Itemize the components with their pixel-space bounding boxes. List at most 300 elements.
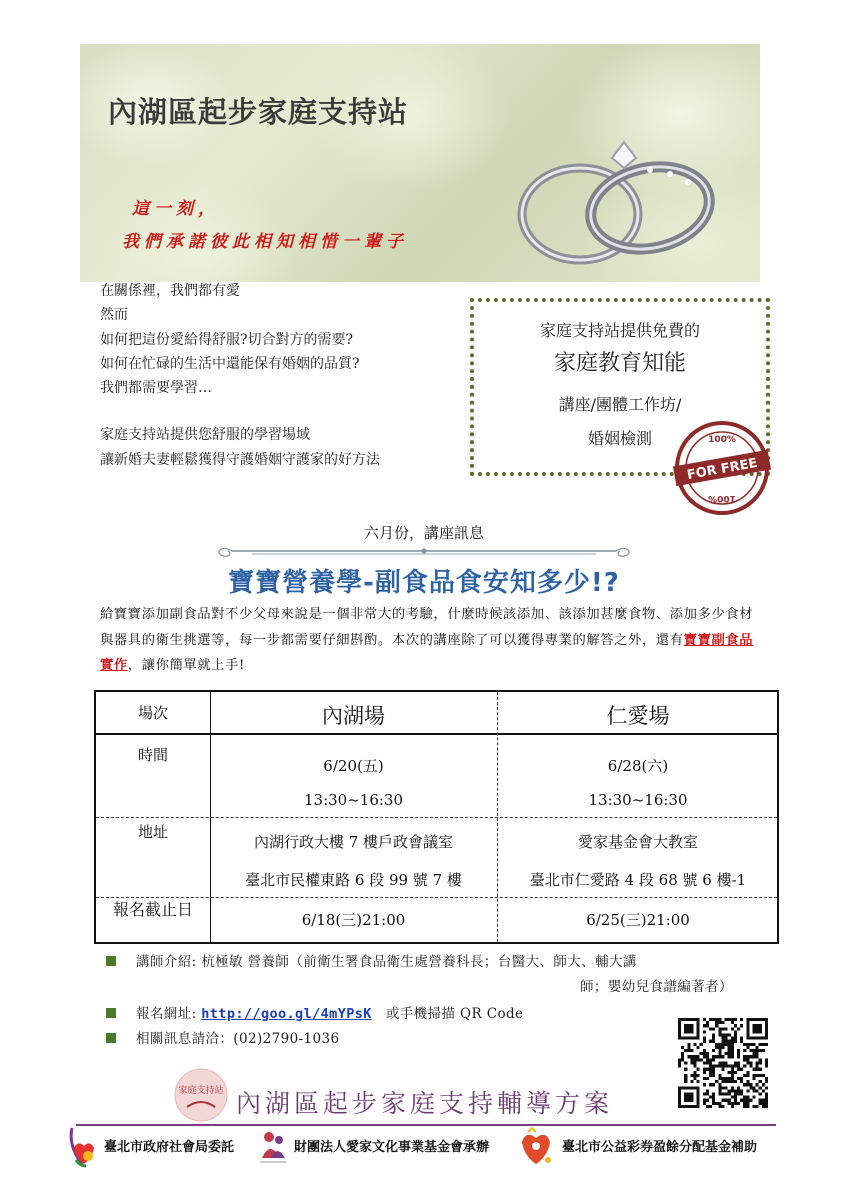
qr-module (731, 1068, 734, 1071)
qr-module (690, 1099, 693, 1102)
schedule-table (94, 690, 779, 944)
qr-module (734, 1065, 737, 1068)
table-row-time-label: 時間 (137, 746, 168, 764)
qr-module (712, 1074, 715, 1077)
qr-module (743, 1058, 746, 1061)
qr-module (678, 1089, 681, 1092)
qr-module (743, 1105, 746, 1108)
qr-module (752, 1068, 755, 1071)
qr-module (731, 1046, 734, 1049)
qr-module (734, 1024, 737, 1027)
qr-module (731, 1049, 734, 1052)
description-text-end: ，讓你簡單就上手! (127, 658, 245, 673)
qr-module (703, 1102, 706, 1105)
qr-module (759, 1049, 762, 1052)
qr-module (725, 1018, 728, 1021)
qr-module (703, 1083, 706, 1086)
qr-module (687, 1024, 690, 1027)
qr-module (731, 1040, 734, 1043)
qr-module (687, 1092, 690, 1095)
qr-module (681, 1037, 684, 1040)
qr-module (697, 1092, 700, 1095)
qr-module (690, 1061, 693, 1064)
qr-module (756, 1105, 759, 1108)
family-foundation-logo-icon (256, 1128, 290, 1166)
qr-module (756, 1083, 759, 1086)
qr-module (697, 1080, 700, 1083)
qr-module (718, 1027, 721, 1030)
qr-module (718, 1074, 721, 1077)
qr-module (737, 1089, 740, 1092)
qr-module (718, 1018, 721, 1021)
qr-module (765, 1102, 768, 1105)
qr-module (740, 1068, 743, 1071)
qr-module (759, 1074, 762, 1077)
qr-module (765, 1099, 768, 1102)
qr-module (721, 1105, 724, 1108)
qr-module (684, 1049, 687, 1052)
qr-module (694, 1037, 697, 1040)
qr-module (706, 1055, 709, 1058)
qr-module (746, 1055, 749, 1058)
qr-module (721, 1027, 724, 1030)
table-header-venue2: 仁愛場 (606, 704, 670, 728)
qr-module (734, 1099, 737, 1102)
qr-module (687, 1027, 690, 1030)
qr-module (718, 1086, 721, 1089)
qr-module (712, 1058, 715, 1061)
qr-module (712, 1037, 715, 1040)
qr-module (718, 1092, 721, 1095)
qr-module (694, 1086, 697, 1089)
qr-module (725, 1043, 728, 1046)
qr-module (728, 1102, 731, 1105)
qr-module (721, 1092, 724, 1095)
qr-module (737, 1068, 740, 1071)
qr-module (725, 1034, 728, 1037)
qr-module (678, 1105, 681, 1108)
qr-module (752, 1086, 755, 1089)
qr-module (697, 1099, 700, 1102)
qr-module (706, 1089, 709, 1092)
qr-module (749, 1065, 752, 1068)
qr-module (743, 1074, 746, 1077)
qr-module (765, 1058, 768, 1061)
qr-module (721, 1061, 724, 1064)
qr-module (734, 1034, 737, 1037)
table-rule (96, 817, 777, 818)
free-box-line3: 講座/團體工作坊/ (558, 395, 682, 414)
table-rule (96, 733, 777, 735)
qr-module (712, 1083, 715, 1086)
qr-module (703, 1049, 706, 1052)
qr-module (703, 1052, 706, 1055)
table-cell-address2: 臺北市仁愛路 4 段 68 號 6 樓-1 (529, 871, 747, 889)
qr-module (721, 1080, 724, 1083)
qr-module (715, 1046, 718, 1049)
qr-module (737, 1049, 740, 1052)
qr-module (746, 1071, 749, 1074)
qr-module (712, 1055, 715, 1058)
qr-module (731, 1074, 734, 1077)
table-row-deadline-label: 報名截止日 (112, 900, 193, 919)
qr-module (752, 1074, 755, 1077)
qr-module (687, 1096, 690, 1099)
qr-module (715, 1065, 718, 1068)
org2-text: 財團法人愛家文化事業基金會承辦 (294, 1140, 490, 1155)
table-row-address-label: 地址 (137, 823, 168, 841)
qr-module (749, 1099, 752, 1102)
qr-module (709, 1065, 712, 1068)
qr-module (737, 1052, 740, 1055)
qr-module (721, 1040, 724, 1043)
qr-module (743, 1083, 746, 1086)
for-free-stamp-icon (672, 418, 772, 518)
qr-module (697, 1086, 700, 1089)
qr-module (697, 1105, 700, 1108)
qr-module (765, 1018, 768, 1021)
qr-module (737, 1102, 740, 1105)
qr-module (697, 1055, 700, 1058)
bullet-square-icon (106, 1008, 116, 1018)
qr-module (759, 1027, 762, 1030)
qr-module (740, 1037, 743, 1040)
qr-module (703, 1024, 706, 1027)
qr-module (737, 1027, 740, 1030)
qr-module (690, 1018, 693, 1021)
qr-module (734, 1096, 737, 1099)
bullet-square-icon (106, 1033, 116, 1043)
qr-module (728, 1018, 731, 1021)
qr-module (743, 1096, 746, 1099)
qr-module (737, 1086, 740, 1089)
qr-module (759, 1058, 762, 1061)
qr-module (765, 1024, 768, 1027)
qr-module (731, 1080, 734, 1083)
support-station-logo-icon (173, 1067, 229, 1123)
qr-module (687, 1049, 690, 1052)
qr-module (694, 1105, 697, 1108)
qr-module (709, 1058, 712, 1061)
intro-line: 我們都需要學習… (100, 380, 212, 397)
intro-line: 讓新婚夫妻輕鬆獲得守護婚姻守護家的好方法 (100, 451, 380, 468)
qr-module (762, 1099, 765, 1102)
qr-module (762, 1089, 765, 1092)
qr-module (749, 1083, 752, 1086)
qr-module (697, 1018, 700, 1021)
qr-module (762, 1102, 765, 1105)
qr-module (756, 1074, 759, 1077)
qr-module (718, 1061, 721, 1064)
qr-module (681, 1046, 684, 1049)
qr-module (684, 1092, 687, 1095)
qr-module (684, 1086, 687, 1089)
qr-module (681, 1052, 684, 1055)
qr-module (718, 1046, 721, 1049)
qr-module (762, 1018, 765, 1021)
qr-module (712, 1096, 715, 1099)
qr-module (756, 1068, 759, 1071)
qr-module (718, 1034, 721, 1037)
qr-module (709, 1071, 712, 1074)
qr-module (709, 1018, 712, 1021)
qr-module (694, 1061, 697, 1064)
qr-module (756, 1024, 759, 1027)
qr-module (740, 1077, 743, 1080)
qr-module (709, 1083, 712, 1086)
qr-module (715, 1055, 718, 1058)
intro-line: 如何把這份愛給得舒服?切合對方的需要? (100, 331, 354, 348)
qr-module (684, 1061, 687, 1064)
qr-module (678, 1058, 681, 1061)
qr-module (721, 1068, 724, 1071)
qr-module (706, 1077, 709, 1080)
qr-module (752, 1055, 755, 1058)
qr-module (731, 1065, 734, 1068)
signup-link[interactable]: http://goo.gl/4mYPsK (201, 1006, 372, 1022)
qr-module (690, 1055, 693, 1058)
qr-module (721, 1065, 724, 1068)
qr-module (697, 1021, 700, 1024)
qr-module (697, 1058, 700, 1061)
qr-module (712, 1092, 715, 1095)
qr-module (734, 1092, 737, 1095)
qr-module (703, 1071, 706, 1074)
qr-module (703, 1037, 706, 1040)
qr-module (765, 1096, 768, 1099)
qr-module (762, 1105, 765, 1108)
qr-module (706, 1105, 709, 1108)
qr-module (762, 1074, 765, 1077)
qr-module (728, 1055, 731, 1058)
table-cell-place1: 內湖行政大樓 7 樓戶政會議室 (253, 833, 454, 851)
qr-module (709, 1040, 712, 1043)
qr-module (694, 1043, 697, 1046)
qr-module (725, 1061, 728, 1064)
qr-module (752, 1077, 755, 1080)
qr-module (678, 1037, 681, 1040)
qr-module (756, 1052, 759, 1055)
qr-module (725, 1040, 728, 1043)
qr-module (765, 1080, 768, 1083)
footer-divider (76, 1124, 776, 1126)
qr-module (706, 1058, 709, 1061)
stamp-main-text: FOR FREE (685, 455, 759, 484)
qr-module (756, 1055, 759, 1058)
qr-module (697, 1089, 700, 1092)
qr-module (746, 1027, 749, 1030)
qr-module (697, 1046, 700, 1049)
qr-module (731, 1027, 734, 1030)
qr-module (715, 1080, 718, 1083)
table-cell-place2: 愛家基金會大教室 (577, 833, 698, 851)
qr-module (752, 1018, 755, 1021)
event-headline: 寶寶營養學-副食品食安知多少!? (228, 568, 620, 598)
qr-module (756, 1018, 759, 1021)
qr-module (718, 1052, 721, 1055)
qr-module (734, 1030, 737, 1033)
qr-module (746, 1083, 749, 1086)
qr-module (706, 1021, 709, 1024)
qr-module (734, 1037, 737, 1040)
qr-module (678, 1061, 681, 1064)
qr-module (731, 1086, 734, 1089)
qr-module (725, 1092, 728, 1095)
qr-module (718, 1065, 721, 1068)
qr-module (712, 1049, 715, 1052)
qr-module (756, 1065, 759, 1068)
qr-module (681, 1018, 684, 1021)
qr-module (687, 1055, 690, 1058)
qr-module (684, 1024, 687, 1027)
qr-module (759, 1080, 762, 1083)
qr-module (721, 1086, 724, 1089)
qr-module (684, 1077, 687, 1080)
qr-module (746, 1021, 749, 1024)
qr-module (684, 1037, 687, 1040)
qr-module (740, 1024, 743, 1027)
qr-code-icon[interactable] (678, 1018, 768, 1108)
qr-module (725, 1052, 728, 1055)
qr-module (678, 1086, 681, 1089)
qr-module (697, 1037, 700, 1040)
qr-module (746, 1024, 749, 1027)
table-cell-address1: 臺北市民權東路 6 段 99 號 7 樓 (245, 871, 462, 889)
qr-module (734, 1080, 737, 1083)
qr-module (712, 1027, 715, 1030)
qr-module (728, 1080, 731, 1083)
qr-module (684, 1105, 687, 1108)
qr-module (746, 1037, 749, 1040)
qr-module (690, 1080, 693, 1083)
logo-text: 家庭支持站 (178, 1086, 224, 1096)
qr-module (715, 1102, 718, 1105)
qr-module (734, 1061, 737, 1064)
qr-module (709, 1105, 712, 1108)
qr-module (759, 1061, 762, 1064)
qr-module (728, 1046, 731, 1049)
qr-module (756, 1089, 759, 1092)
qr-module (759, 1043, 762, 1046)
qr-module (709, 1027, 712, 1030)
qr-module (697, 1068, 700, 1071)
qr-module (759, 1018, 762, 1021)
qr-module (746, 1102, 749, 1105)
banner-quote-line1: 這一刻， (132, 199, 220, 219)
qr-module (694, 1055, 697, 1058)
qr-module (718, 1030, 721, 1033)
table-cell-time2: 13:30~16:30 (588, 791, 688, 809)
qr-module (721, 1037, 724, 1040)
intro-text (100, 279, 460, 472)
qr-module (718, 1102, 721, 1105)
qr-module (706, 1024, 709, 1027)
qr-module (706, 1052, 709, 1055)
qr-module (759, 1086, 762, 1089)
qr-module (694, 1077, 697, 1080)
qr-module (756, 1030, 759, 1033)
qr-module (678, 1102, 681, 1105)
qr-module (765, 1105, 768, 1108)
qr-module (749, 1043, 752, 1046)
qr-module (700, 1058, 703, 1061)
qr-module (740, 1018, 743, 1021)
qr-module (697, 1034, 700, 1037)
qr-module (737, 1077, 740, 1080)
qr-module (718, 1021, 721, 1024)
free-box-line1: 家庭支持站提供免費的 (539, 321, 700, 340)
qr-module (762, 1037, 765, 1040)
qr-module (700, 1052, 703, 1055)
qr-module (765, 1086, 768, 1089)
intro-spacer (100, 400, 460, 423)
qr-module (703, 1030, 706, 1033)
qr-module (756, 1061, 759, 1064)
qr-module (746, 1099, 749, 1102)
org3-text: 臺北市公益彩券盈餘分配基金補助 (562, 1140, 758, 1155)
qr-module (703, 1099, 706, 1102)
qr-module (752, 1089, 755, 1092)
qr-module (734, 1071, 737, 1074)
table-header-session: 場次 (137, 704, 168, 722)
qr-module (752, 1027, 755, 1030)
qr-module (746, 1074, 749, 1077)
speaker-info-cont: 師；嬰幼兒食譜編著者） (580, 979, 733, 995)
qr-module (752, 1030, 755, 1033)
qr-module (678, 1065, 681, 1068)
table-cell-deadline2: 6/25(三)21:00 (586, 911, 690, 929)
month-label: 六月份，講座訊息 (363, 524, 484, 542)
qr-module (731, 1052, 734, 1055)
qr-module (687, 1099, 690, 1102)
qr-module (700, 1043, 703, 1046)
qr-module (728, 1040, 731, 1043)
qr-module (743, 1049, 746, 1052)
qr-module (690, 1024, 693, 1027)
intro-line: 如何在忙碌的生活中還能保有婚姻的品質? (100, 355, 360, 372)
qr-module (765, 1034, 768, 1037)
signup-info (106, 1002, 523, 1022)
qr-module (721, 1055, 724, 1058)
qr-module (706, 1061, 709, 1064)
qr-module (687, 1037, 690, 1040)
qr-module (731, 1089, 734, 1092)
qr-module (690, 1105, 693, 1108)
qr-module (743, 1065, 746, 1068)
qr-module (759, 1068, 762, 1071)
qr-module (752, 1043, 755, 1046)
qr-module (746, 1080, 749, 1083)
qr-module (731, 1018, 734, 1021)
qr-module (740, 1040, 743, 1043)
qr-module (678, 1021, 681, 1024)
qr-module (759, 1102, 762, 1105)
qr-module (712, 1102, 715, 1105)
qr-module (734, 1089, 737, 1092)
qr-module (759, 1092, 762, 1095)
qr-module (743, 1055, 746, 1058)
qr-module (725, 1037, 728, 1040)
table-header-venue1: 內湖場 (322, 704, 385, 728)
qr-module (752, 1105, 755, 1108)
qr-module (684, 1030, 687, 1033)
qr-module (728, 1089, 731, 1092)
speaker-info (106, 950, 637, 970)
qr-module (737, 1092, 740, 1095)
qr-module (678, 1034, 681, 1037)
qr-module (746, 1061, 749, 1064)
qr-module (694, 1018, 697, 1021)
